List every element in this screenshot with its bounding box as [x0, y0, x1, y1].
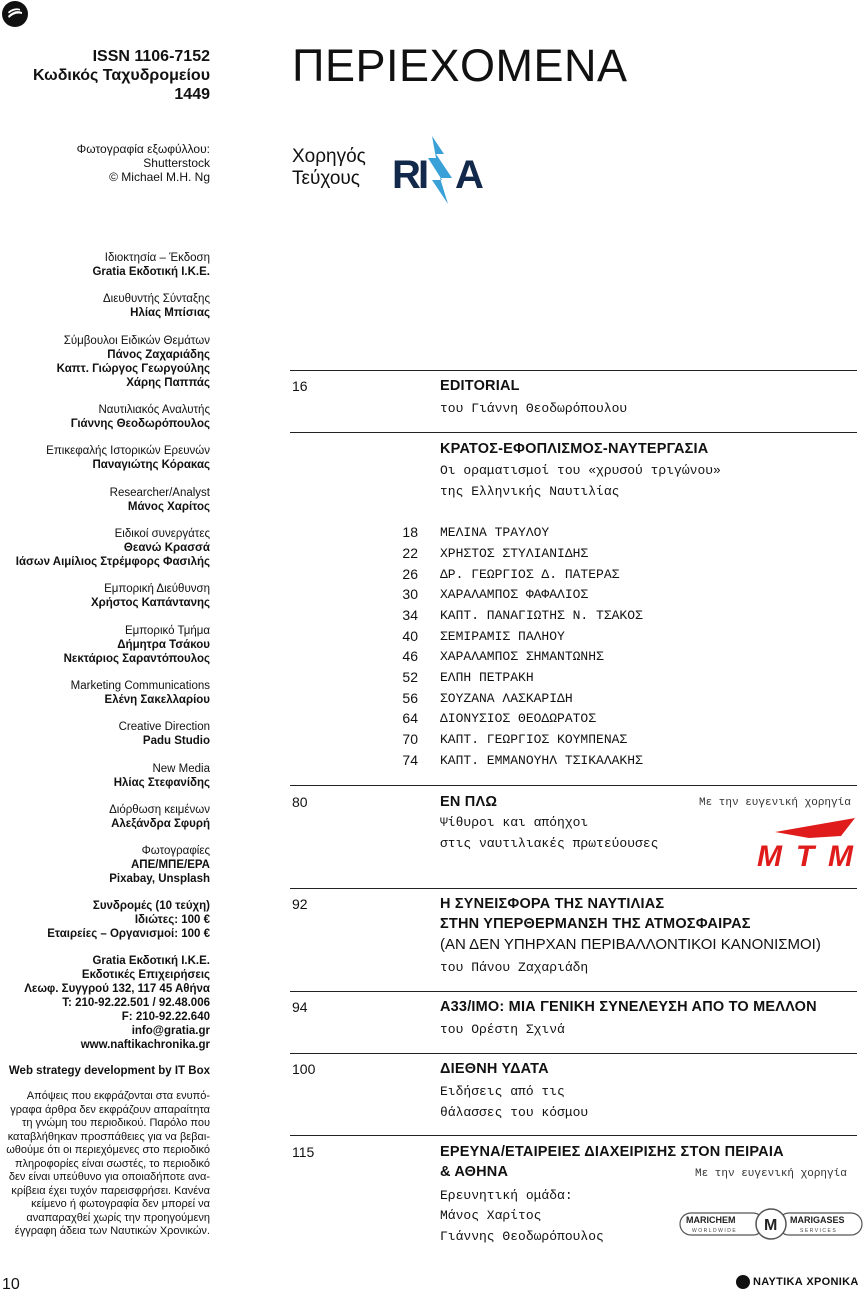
credit-name: Ελένη Σακελλαρίου — [104, 694, 210, 706]
toc-page-climate: 92 — [292, 896, 308, 912]
credit-role: Marketing Communications — [70, 680, 210, 692]
disclaimer-line: αναπαραχθεί χωρίς την προηγούμενη — [26, 1211, 210, 1224]
page-title: ΠΕΡΙΕΧΟΜΕΝΑ — [292, 40, 628, 91]
credit-name: Θεανώ Κρασσά — [123, 542, 210, 554]
credit-name: Ηλίας Μπίσιας — [130, 307, 210, 319]
credit-role: Εμπορική Διεύθυνση — [104, 583, 210, 595]
mtm-logo-text: MTM — [757, 840, 853, 868]
publisher-email: info@gratia.gr — [131, 1025, 210, 1037]
credit-name: Χάρης Παππάς — [126, 377, 210, 389]
credit-name: Padu Studio — [142, 735, 210, 747]
toc-sub-enplo-1: Ψίθυροι και απόηχοι — [440, 815, 589, 830]
subscription-title: Συνδρομές (10 τεύχη) — [92, 900, 210, 912]
toc-sub-kratos-1: Οι οραματισμοί του «χρυσού τριγώνου» — [440, 463, 721, 478]
credit-name: Χρήστος Καπάντανης — [90, 597, 210, 609]
credit-role: Creative Direction — [118, 721, 210, 733]
toc-sub-imo: του Ορέστη Σχινά — [440, 1022, 565, 1037]
logo-center-letter: M — [764, 1217, 778, 1234]
subscriptions — [0, 899, 210, 941]
toc-row-page: 52 — [402, 669, 418, 685]
publisher-type: Εκδοτικές Επιχειρήσεις — [81, 969, 210, 981]
credit-name: Δήμητρα Τσάκου — [117, 639, 210, 651]
toc-row-name[interactable]: ΜΕΛΙΝΑ ΤΡΑΥΛΟΥ — [440, 525, 550, 540]
credit-history — [0, 444, 210, 472]
toc-row-page: 64 — [402, 710, 418, 726]
disclaimer-line: δεν είναι υπεύθυνο για οποιαδήποτε ανα- — [8, 1171, 210, 1183]
svg-text:I: I — [418, 153, 430, 197]
credit-name: Μάνος Χαρίτος — [127, 501, 210, 513]
toc-row-name[interactable]: ΕΛΠΗ ΠΕΤΡΑΚΗ — [440, 670, 534, 685]
credit-contributors — [0, 527, 210, 569]
toc-title-kratos[interactable]: ΚΡΑΤΟΣ-ΕΦΟΠΛΙΣΜΟΣ-ΝΑΥΤΕΡΓΑΣΙΑ — [440, 441, 709, 457]
subscription-companies: Εταιρείες – Οργανισμοί: 100 € — [47, 928, 210, 940]
credit-name: Πάνος Ζαχαριάδης — [107, 349, 210, 361]
credit-name: Παναγιώτης Κόρακας — [92, 459, 210, 471]
marigases-text: MARIGASES — [790, 1215, 845, 1225]
disclaimer-line: πληροφορίες είναι σωστές, το περιοδικό — [14, 1157, 210, 1170]
disclaimer-line: κρίβεια έχει τυχόν παρεισφρήσει. Κανένα — [11, 1184, 210, 1197]
toc-row-name[interactable]: ΚΑΠΤ. ΠΑΝΑΓΙΩΤΗΣ Ν. ΤΣΑΚΟΣ — [440, 608, 643, 623]
credit-commercial-dept — [0, 624, 210, 666]
credit-role: New Media — [152, 763, 210, 775]
sponsor-note-enplo: Με την ευγενική χορηγία — [699, 797, 851, 809]
credit-editor — [0, 292, 210, 320]
toc-row-name[interactable]: ΣΕΜΙΡΑΜΙΣ ΠΑΛΗΟΥ — [440, 629, 565, 644]
toc-row-name[interactable]: ΧΡΗΣΤΟΣ ΣΤΥΛΙΑΝΙΔΗΣ — [440, 546, 589, 561]
publisher-address: Λεωφ. Συγγρού 132, 117 45 Αθήνα — [24, 983, 210, 995]
issn: ISSN 1106-7152 — [92, 48, 210, 65]
toc-page-editorial: 16 — [292, 378, 308, 394]
toc-divider — [290, 888, 857, 889]
credit-role: Ειδικοί συνεργάτες — [114, 528, 210, 540]
brand-mark-icon — [2, 1, 28, 27]
toc-sub-editorial: του Γιάννη Θεοδωρόπουλου — [440, 401, 628, 416]
toc-row-page: 26 — [402, 566, 418, 582]
toc-row-name[interactable]: ΔΙΟΝΥΣΙΟΣ ΘΕΟΔΩΡΑΤΟΣ — [440, 711, 597, 726]
postal-code-label: Κωδικός Ταχυδρομείου — [32, 67, 210, 84]
credit-name: Αλεξάνδρα Σφυρή — [111, 818, 210, 830]
toc-divider — [290, 991, 857, 992]
toc-row-name[interactable]: ΔΡ. ΓΕΩΡΓΙΟΣ Δ. ΠΑΤΕΡΑΣ — [440, 567, 620, 582]
publisher-name: Gratia Εκδοτική Ι.Κ.Ε. — [92, 955, 210, 967]
credit-name: Νεκτάριος Σαραντόπουλος — [63, 653, 210, 665]
publisher-fax: F: 210-92.22.640 — [121, 1011, 210, 1023]
toc-sub-kratos-2: της Ελληνικής Ναυτιλίας — [440, 484, 620, 499]
page-number: 10 — [2, 1276, 20, 1293]
toc-row-name[interactable]: ΧΑΡΑΛΑΜΠΟΣ ΣΗΜΑΝΤΩΝΗΣ — [440, 649, 604, 664]
credit-name: Gratia Εκδοτική Ι.Κ.Ε. — [92, 266, 210, 278]
toc-row-page: 30 — [402, 586, 418, 602]
toc-row-page: 18 — [402, 524, 418, 540]
toc-page-waters: 100 — [292, 1061, 316, 1077]
toc-title-research-2[interactable]: & ΑΘΗΝΑ — [440, 1164, 509, 1180]
credit-marketing — [0, 679, 210, 707]
mtm-logo — [757, 816, 857, 868]
disclaimer-line: κείμενο ή φωτογραφία δεν μπορεί να — [31, 1198, 210, 1210]
credit-role: Researcher/Analyst — [109, 487, 210, 499]
footer-brand-icon — [736, 1275, 750, 1289]
toc-divider — [290, 785, 857, 786]
toc-row-page: 40 — [402, 628, 418, 644]
toc-row-page: 74 — [402, 752, 418, 768]
credit-new-media — [0, 762, 210, 790]
toc-sub-waters-1: Ειδήσεις από τις — [440, 1084, 565, 1099]
toc-title-editorial[interactable]: EDITORIAL — [440, 378, 520, 394]
credit-advisors — [0, 334, 210, 390]
toc-sub-enplo-2: στις ναυτιλιακές πρωτεύουσες — [440, 836, 659, 851]
issue-sponsor-label — [292, 146, 366, 190]
toc-row-name[interactable]: ΣΟΥΖΑΝΑ ΛΑΣΚΑΡΙΔΗ — [440, 691, 573, 706]
marichem-sub-text: WORLDWIDE — [692, 1228, 738, 1234]
disclaimer-line: έγγραφη άδεια των Ναυτικών Χρονικών. — [14, 1225, 210, 1237]
web-strategy: Web strategy development by IT Box — [8, 1065, 210, 1077]
sponsor-label-line2: Τεύχους — [292, 168, 360, 189]
sponsor-label-line1: Χορηγός — [292, 146, 366, 167]
credit-proofreading — [0, 803, 210, 831]
credit-name: ΑΠΕ/ΜΠΕ/EPA — [130, 859, 210, 871]
toc-divider — [290, 1135, 857, 1136]
toc-divider — [290, 370, 857, 371]
sponsor-note-research: Με την ευγενική χορηγία — [695, 1168, 847, 1180]
toc-title-imo[interactable]: Α33/ΙΜΟ: ΜΙΑ ΓΕΝΙΚΗ ΣΥΝΕΛΕΥΣΗ ΑΠΟ ΤΟ ΜΕΛΛΟΝ — [440, 999, 817, 1015]
credit-role: Διόρθωση κειμένων — [109, 804, 210, 816]
disclaimer-line: γραφα άρθρα δεν εκφράζουν απαραίτητα — [10, 1103, 210, 1116]
credit-analyst — [0, 403, 210, 431]
toc-divider — [290, 1053, 857, 1054]
toc-row-page: 56 — [402, 690, 418, 706]
cover-photo-source: Shutterstock — [143, 156, 210, 170]
svg-text:A: A — [455, 153, 484, 197]
disclaimer-line: ωθούμε ότι οι περιεχόμενες στο περιοδικό — [6, 1144, 210, 1156]
publisher-contact — [0, 954, 210, 1052]
credit-commercial-director — [0, 582, 210, 610]
toc-page-research: 115 — [292, 1144, 315, 1160]
credit-name: Ιάσων Αιμίλιος Στρέμφορς Φασιλής — [15, 556, 210, 568]
disclaimer-line: Απόψεις που εκφράζονται στα ενυπό- — [26, 1090, 210, 1102]
toc-subtitle-climate: (ΑΝ ΔΕΝ ΥΠΗΡΧΑΝ ΠΕΡΙΒΑΛΛΟΝΤΙΚΟΙ ΚΑΝΟΝΙΣΜΟΙ) — [440, 936, 821, 953]
credit-name: Ηλίας Στεφανίδης — [113, 777, 210, 789]
toc-title-research-1[interactable]: ΕΡΕΥΝΑ/ΕΤΑΙΡΕΙΕΣ ΔΙΑΧΕΙΡΙΣΗΣ ΣΤΟΝ ΠΕΙΡΑΙΑ — [440, 1144, 784, 1160]
marichem-text: MARICHEM — [686, 1215, 736, 1225]
toc-title-climate-2[interactable]: ΣΤΗΝ ΥΠΕΡΘΕΡΜΑΝΣΗ ΤΗΣ ΑΤΜΟΣΦΑΙΡΑΣ — [440, 916, 751, 932]
issn-block — [0, 47, 210, 104]
toc-row-name[interactable]: ΚΑΠΤ. ΕΜΜΑΝΟΥΗΛ ΤΣΙΚΑΛΑΚΗΣ — [440, 753, 643, 768]
credit-name: Γιάννης Θεοδωρόπουλος — [70, 418, 210, 430]
toc-row-name[interactable]: ΧΑΡΑΛΑΜΠΟΣ ΦΑΦΑΛΙΟΣ — [440, 587, 589, 602]
marigases-sub-text: SERVICES — [800, 1228, 838, 1234]
credit-role: Εμπορικό Τμήμα — [124, 625, 210, 637]
publisher-website: www.naftikachronika.gr — [80, 1039, 210, 1051]
credit-role: Φωτογραφίες — [141, 845, 210, 857]
toc-row-name[interactable]: ΚΑΠΤ. ΓΕΩΡΓΙΟΣ ΚΟΥΜΠΕΝΑΣ — [440, 732, 628, 747]
toc-sub-climate: του Πάνου Ζαχαριάδη — [440, 960, 589, 975]
footer-brand: ΝΑΥΤΙΚΑ ΧΡΟΝΙΚΑ — [753, 1276, 859, 1288]
toc-title-waters[interactable]: ΔΙΕΘΝΗ ΥΔΑΤΑ — [440, 1061, 549, 1077]
cover-photo-author: © Michael M.H. Ng — [109, 170, 210, 184]
credit-role: Σύμβουλοι Ειδικών Θεμάτων — [63, 335, 210, 347]
toc-divider — [290, 432, 857, 433]
credit-role: Ναυτιλιακός Αναλυτής — [98, 404, 210, 416]
credit-role: Διευθυντής Σύνταξης — [102, 293, 210, 305]
credit-role: Επικεφαλής Ιστορικών Ερευνών — [46, 445, 210, 457]
cover-photo-label: Φωτογραφία εξωφύλλου: — [76, 142, 210, 156]
svg-text:R: R — [392, 153, 421, 197]
toc-title-enplo[interactable]: ΕΝ ΠΛΩ — [440, 794, 498, 810]
disclaimer — [0, 1090, 210, 1239]
credit-name: Pixabay, Unsplash — [109, 873, 210, 885]
toc-page-imo: 94 — [292, 999, 308, 1015]
toc-sub-research-3: Γιάννης Θεοδωρόπουλος — [440, 1229, 604, 1244]
credit-name: Καπτ. Γιώργος Γεωργούλης — [56, 363, 210, 375]
credit-role: Ιδιοκτησία – Έκδοση — [104, 252, 210, 264]
disclaimer-line: καταβλήθηκαν προσπάθειες για να βεβαι- — [7, 1130, 210, 1143]
subscription-individuals: Ιδιώτες: 100 € — [134, 914, 210, 926]
toc-row-page: 70 — [402, 731, 418, 747]
credit-ownership — [0, 251, 210, 279]
toc-page-enplo: 80 — [292, 794, 308, 810]
marichem-marigases-logo — [678, 1206, 864, 1246]
credit-photos — [0, 844, 210, 886]
disclaimer-line: τη γνώμη του περιοδικού. Παρόλο που — [21, 1117, 210, 1129]
toc-sub-research-1: Ερευνητική ομάδα: — [440, 1188, 573, 1203]
credit-creative — [0, 720, 210, 748]
toc-title-climate-1[interactable]: Η ΣΥΝΕΙΣΦΟΡΑ ΤΗΣ ΝΑΥΤΙΛΙΑΣ — [440, 896, 665, 912]
toc-row-page: 22 — [402, 545, 418, 561]
postal-code: 1449 — [174, 86, 210, 103]
credit-researcher — [0, 486, 210, 514]
cover-photo-credit — [0, 142, 210, 184]
toc-row-page: 46 — [402, 648, 418, 664]
toc-sub-waters-2: θάλασσες του κόσμου — [440, 1105, 589, 1120]
publisher-phone: T: 210-92.22.501 / 92.48.006 — [62, 997, 210, 1009]
toc-sub-research-2: Μάνος Χαρίτος — [440, 1208, 542, 1223]
rina-logo — [392, 134, 484, 206]
toc-row-page: 34 — [402, 607, 418, 623]
